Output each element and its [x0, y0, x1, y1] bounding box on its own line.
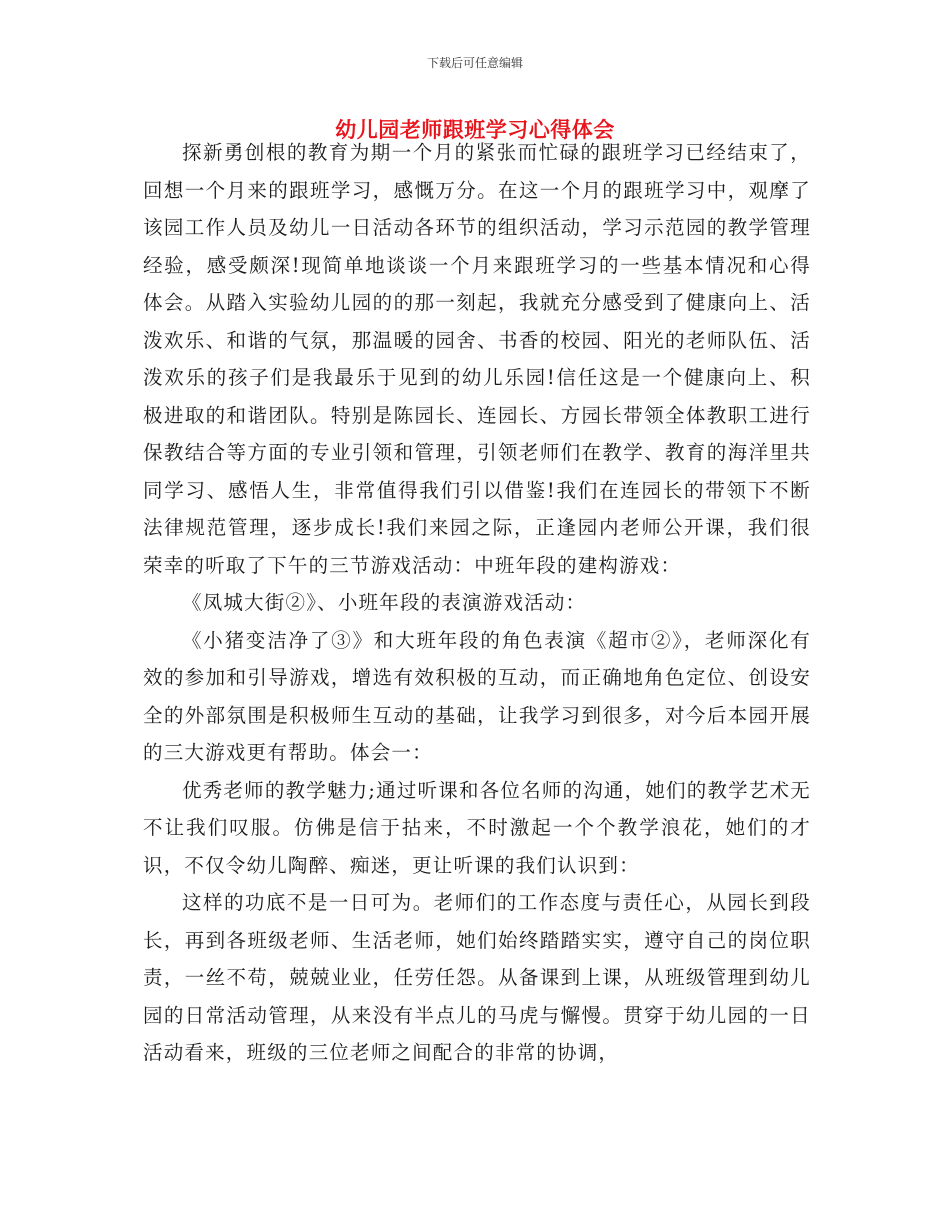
paragraph-5: 这样的功底不是一日可为。老师们的工作态度与责任心，从园长到段长，再到各班级老师、生活老师，她们始终踏踏实实，遵守自己的岗位职责，一丝不苟，兢兢业业，任劳任怨。从备课到上课，从班级管理到幼儿园的日常活动管理，从来没有半点儿的马虎与懈慢。贯穿于幼儿园的一日活动看来，班级的三位老师之间配合的非常的协调，: [143, 891, 811, 1064]
paragraph-3: 《小猪变洁净了③》和大班年段的角色表演《超市②》，老师深化有效的参加和引导游戏，增选有效积极的互动，而正确地角色定位、创设安全的外部氛围是积极师生互动的基础，让我学习到很多，对今后本园开展的三大游戏更有帮助。体会一：: [143, 628, 811, 764]
page-header-note: 下载后可任意编辑: [426, 56, 523, 70]
document-body: [143, 134, 811, 1072]
paragraph-1: 探新勇创根的教育为期一个月的紧张而忙碌的跟班学习已经结束了，回想一个月来的跟班学习，感慨万分。在这一个月的跟班学习中，观摩了该园工作人员及幼儿一日活动各环节的组织活动，学习示范园的教学管理经验，感受颇深!现简单地谈谈一个月来跟班学习的一些基本情况和心得体会。从踏入实验幼儿园的的那一刻起，我就充分感受到了健康向上、活泼欢乐、和谐的气氛，那温暖的园舍、书香的校园、阳光的老师队伍、活泼欢乐的孩子们是我最乐于见到的幼儿乐园!信任这是一个健康向上、积极进取的和谐团队。特别是陈园长、连园长、方园长带领全体教职工进行保教结合等方面的专业引领和管理，引领老师们在教学、教育的海洋里共同学习、感悟人生，非常值得我们引以借鉴!我们在连园长的带领下不断法律规范管理，逐步成长!我们来园之际，正逢园内老师公开课，我们很荣幸的听取了下午的三节游戏活动：中班年段的建构游戏：: [143, 141, 811, 577]
document-title: 幼儿园老师跟班学习心得体会: [335, 117, 615, 142]
paragraph-4: 优秀老师的教学魅力;通过听课和各位名师的沟通，她们的教学艺术无不让我们叹服。仿佛是信于拈来，不时激起一个个教学浪花，她们的才识，不仅令幼儿陶醉、痴迷，更让听课的我们认识到：: [143, 778, 811, 877]
paragraph-2: 《凤城大街②》、小班年段的表演游戏活动：: [182, 591, 587, 614]
